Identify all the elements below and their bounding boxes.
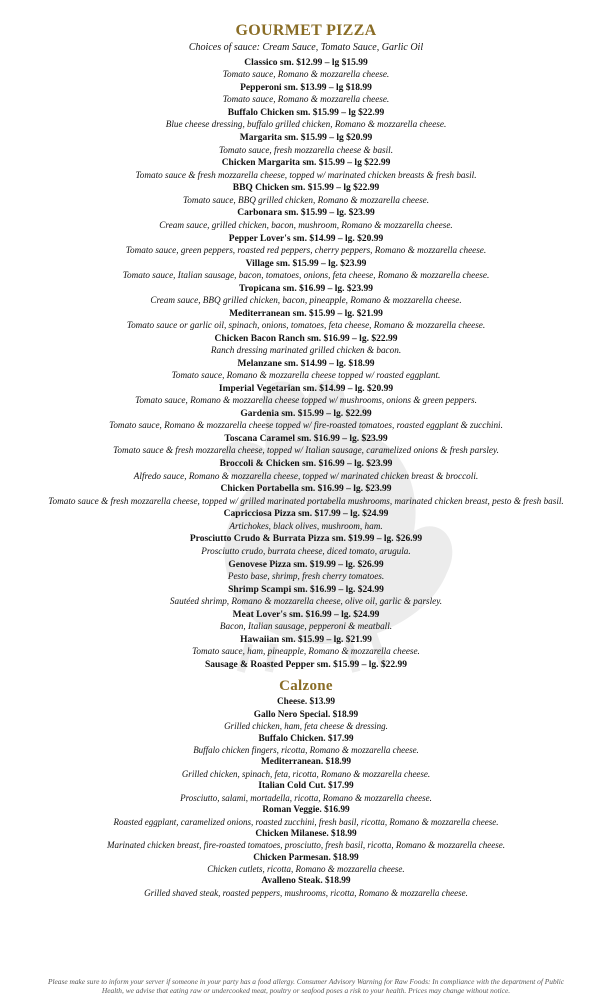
- item-title: [0, 508, 612, 520]
- item-price: sm. $14.99 – lg. $20.99: [292, 233, 384, 244]
- item-name: Chicken Parmesan.: [253, 852, 331, 863]
- item-name: Tropicana: [239, 283, 281, 294]
- menu-item: [0, 182, 612, 206]
- allergy-advisory: Please make sure to inform your server if someone in your party has a food allergy. Consumer Advisory Warning for Raw Foods: In compliance with the department of Public Health, we advise that eating raw or undercooked meat, poultry or seafood poses a risk to your health. Prices may change without notice.: [47, 977, 565, 995]
- menu-item: [0, 57, 612, 81]
- item-name: Genovese Pizza: [228, 559, 291, 570]
- item-name: Hawaiian: [240, 634, 280, 645]
- item-description: Buffalo chicken fingers, ricotta, Romano & mozzarella cheese.: [193, 745, 419, 756]
- item-price: sm. $16.99 – lg. $23.99: [301, 484, 392, 495]
- item-description: Chicken cutlets, ricotta, Romano & mozzarella cheese.: [207, 864, 405, 875]
- item-description: Sautéed shrimp, Romano & mozzarella cheese, olive oil, garlic & parsley.: [169, 595, 443, 606]
- item-description: Tomato sauce, Italian sausage, bacon, tomatoes, onions, feta cheese, Romano & mozzarella cheese.: [122, 269, 490, 280]
- menu-item: [0, 710, 612, 733]
- item-name: Broccoli & Chicken: [219, 459, 300, 470]
- item-price: $18.99: [325, 876, 351, 887]
- item-name: Avalleno Steak.: [261, 876, 323, 887]
- item-title: [0, 805, 612, 817]
- item-name: Cheese.: [276, 697, 308, 708]
- item-price: sm. $15.99 – lg. $22.99: [316, 659, 407, 670]
- item-price: sm. $15.99 – lg $20.99: [284, 133, 373, 144]
- item-price: $18.99: [331, 828, 357, 839]
- item-description: Tomato sauce & fresh mozzarella cheese, topped w/ Italian sausage, caramelized onions & fresh parsley.: [113, 445, 499, 456]
- item-description: Artichokes, black olives, mushroom, ham.: [229, 520, 383, 531]
- item-name: Chicken Margarita: [221, 158, 301, 169]
- item-price: $13.99: [309, 697, 336, 708]
- item-title: [0, 132, 612, 144]
- item-name: Margarita: [239, 133, 282, 144]
- item-name: Italian Cold Cut.: [258, 781, 326, 792]
- item-description: Ranch dressing marinated grilled chicken & bacon.: [210, 345, 402, 356]
- item-name: Capricciosa Pizza: [223, 509, 296, 520]
- item-name: Classico: [244, 58, 278, 68]
- item-description: Blue cheese dressing, buffalo grilled chicken, Romano & mozzarella cheese.: [165, 119, 447, 130]
- item-name: Pepperoni: [240, 83, 282, 94]
- sauce-choices: Choices of sauce: Cream Sauce, Tomato Sauce, Garlic Oil: [188, 42, 424, 53]
- item-title: [0, 533, 612, 545]
- item-title: [0, 829, 612, 841]
- item-name: Toscana Caramel: [224, 434, 295, 445]
- menu-item: [0, 233, 612, 257]
- item-title: [0, 697, 612, 709]
- item-title: [0, 781, 612, 793]
- menu-item: [0, 308, 612, 332]
- item-price: sm. $14.99 – lg. $18.99: [284, 358, 375, 369]
- item-title: [0, 333, 612, 345]
- item-name: BBQ Chicken: [232, 183, 289, 194]
- item-name: Buffalo Chicken.: [258, 733, 326, 744]
- item-description: Grilled shaved steak, roasted peppers, mushrooms, ricotta, Romano & mozzarella cheese.: [144, 887, 468, 898]
- menu-item: [0, 584, 612, 608]
- item-price: sm. $12.99 – lg $15.99: [279, 58, 368, 68]
- item-title: [0, 483, 612, 495]
- item-price: $17.99: [328, 781, 354, 792]
- item-description: Tomato sauce, Romano & mozzarella cheese topped w/ fire-roasted tomatoes, roasted eggplant & zucchini.: [109, 420, 503, 431]
- item-title: [0, 876, 612, 888]
- item-title: [0, 584, 612, 596]
- item-title: [0, 82, 612, 94]
- menu-item: [0, 458, 612, 482]
- menu-item: [0, 383, 612, 407]
- item-price: $17.99: [327, 733, 354, 744]
- item-price: sm. $15.99 – lg. $21.99: [292, 308, 383, 319]
- item-name: Imperial Vegetarian: [218, 384, 301, 395]
- item-name: Shrimp Scampi: [228, 584, 292, 595]
- item-title: [0, 853, 612, 865]
- item-description: Roasted eggplant, caramelized onions, roasted zucchini, fresh basil, ricotta, Romano & mozzarella cheese.: [113, 816, 499, 827]
- menu-item: [0, 634, 612, 658]
- item-title: [0, 57, 612, 69]
- item-description: Tomato sauce & fresh mozzarella cheese, topped w/ marinated chicken breasts & fresh basil.: [135, 169, 477, 180]
- item-description: Prosciutto crudo, burrata cheese, diced tomato, arugula.: [201, 545, 411, 556]
- item-price: sm. $16.99 – lg. $23.99: [302, 459, 393, 470]
- item-price: sm. $14.99 – lg. $20.99: [302, 384, 394, 395]
- menu-item: [0, 781, 612, 804]
- item-name: Mediterranean: [229, 308, 291, 319]
- item-description: Cream sauce, BBQ grilled chicken, bacon, pineapple, Romano & mozzarella cheese.: [150, 295, 462, 305]
- item-description: Tomato sauce, ham, pineapple, Romano & mozzarella cheese.: [192, 646, 420, 657]
- item-title: [0, 458, 612, 470]
- item-description: Marinated chicken breast, fire-roasted tomatoes, prosciutto, fresh basil, ricotta, Romano & mozzarella cheese.: [107, 840, 505, 851]
- item-description: Tomato sauce or garlic oil, spinach, onions, tomatoes, feta cheese, Romano & mozzarella cheese.: [126, 320, 486, 331]
- item-name: Meat Lover's: [232, 609, 287, 620]
- item-title: [0, 258, 612, 270]
- item-price: $18.99: [332, 709, 359, 720]
- item-name: Sausage & Roasted Pepper: [205, 659, 315, 670]
- item-price: sm. $15.99 – lg $22.99: [291, 183, 380, 194]
- pizza-section-title: GOURMET PIZZA: [235, 22, 377, 39]
- menu-item: [0, 659, 612, 671]
- item-price: sm. $19.99 – lg. $26.99: [331, 534, 423, 545]
- calzone-list: [0, 697, 612, 899]
- menu-item: [0, 82, 612, 106]
- item-name: Carbonara: [237, 208, 283, 219]
- item-title: [0, 734, 612, 746]
- item-price: $18.99: [325, 757, 352, 768]
- item-description: Tomato sauce, BBQ grilled chicken, Romano & mozzarella cheese.: [182, 194, 430, 205]
- item-description: Tomato sauce, fresh mozzarella cheese & basil.: [218, 144, 394, 155]
- item-description: Grilled chicken, spinach, feta, ricotta, Romano & mozzarella cheese.: [181, 768, 431, 779]
- menu-item: [0, 508, 612, 532]
- item-description: Tomato sauce & fresh mozzarella cheese, topped w/ grilled marinated portabella mushrooms, marinated chicken breast, pesto & fresh basil.: [48, 495, 564, 506]
- item-price: sm. $15.99 – lg. $22.99: [281, 409, 372, 420]
- menu-item: [0, 157, 612, 181]
- item-title: [0, 757, 612, 769]
- item-name: Gardenia: [240, 409, 279, 420]
- item-price: sm. $16.99 – lg. $23.99: [297, 434, 388, 445]
- menu-item: [0, 805, 612, 828]
- item-title: [0, 157, 612, 169]
- item-name: Chicken Milanese.: [255, 828, 329, 839]
- item-description: Pesto base, shrimp, fresh cherry tomatoes.: [227, 570, 385, 581]
- item-title: [0, 433, 612, 445]
- item-title: [0, 710, 612, 722]
- item-description: Tomato sauce, Romano & mozzarella cheese topped w/ roasted eggplant.: [171, 370, 441, 381]
- item-name: Gallo Nero Special.: [253, 709, 331, 720]
- item-price: $18.99: [333, 852, 359, 863]
- item-name: Melanzane: [237, 358, 282, 369]
- item-price: sm. $15.99 – lg. $23.99: [276, 258, 367, 269]
- item-description: Tomato sauce, green peppers, roasted red peppers, cherry peppers, Romano & mozzarella cheese.: [125, 244, 487, 255]
- menu-item: [0, 533, 612, 557]
- menu-item: [0, 333, 612, 357]
- item-description: Grilled chicken, ham, feta cheese & dressing.: [224, 721, 388, 732]
- menu-item: [0, 829, 612, 852]
- item-title: [0, 559, 612, 571]
- item-description: Prosciutto, salami, mortadella, ricotta, Romano & mozzarella cheese.: [180, 792, 432, 803]
- item-price: sm. $16.99 – lg. $23.99: [282, 283, 373, 294]
- menu-item: [0, 132, 612, 156]
- menu-item: [0, 107, 612, 131]
- item-price: sm. $19.99 – lg. $26.99: [293, 559, 384, 570]
- item-title: [0, 383, 612, 395]
- menu-item: [0, 734, 612, 757]
- item-description: Bacon, Italian sausage, pepperoni & meatball.: [219, 621, 393, 632]
- menu-item: [0, 757, 612, 780]
- item-description: Tomato sauce, Romano & mozzarella cheese.: [222, 69, 390, 80]
- item-title: [0, 207, 612, 219]
- item-name: Mediterranean.: [260, 757, 324, 768]
- item-price: sm. $13.99 – lg $18.99: [284, 83, 372, 94]
- menu-item: [0, 207, 612, 231]
- menu-item: [0, 559, 612, 583]
- menu-item: [0, 258, 612, 282]
- item-title: [0, 233, 612, 245]
- item-title: [0, 358, 612, 370]
- menu-item: [0, 283, 612, 307]
- item-name: Pepper Lover's: [228, 233, 291, 244]
- item-price: sm. $16.99 – lg. $24.99: [289, 609, 380, 620]
- item-title: [0, 283, 612, 295]
- item-price: sm. $17.99 – lg. $24.99: [298, 509, 389, 520]
- item-description: Cream sauce, grilled chicken, bacon, mushroom, Romano & mozzarella cheese.: [159, 219, 453, 230]
- item-name: Roman Veggie.: [262, 804, 322, 815]
- menu-item: [0, 609, 612, 633]
- item-price: $16.99: [324, 804, 350, 815]
- item-name: Village: [245, 258, 274, 269]
- item-description: Tomato sauce, Romano & mozzarella cheese.: [222, 94, 390, 105]
- item-description: Tomato sauce, Romano & mozzarella cheese topped w/ mushrooms, onions & green peppers.: [135, 395, 477, 406]
- item-title: [0, 609, 612, 621]
- item-name: Buffalo Chicken: [227, 108, 294, 119]
- menu-item: [0, 433, 612, 457]
- item-title: [0, 107, 612, 119]
- menu-item: [0, 483, 612, 507]
- item-price: sm. $15.99 – lg. $21.99: [281, 634, 372, 645]
- item-description: Alfredo sauce, Romano & mozzarella cheese, topped w/ marinated chicken breast & broccoli.: [133, 470, 479, 481]
- menu-item: [0, 876, 612, 899]
- item-price: sm. $16.99 – lg. $24.99: [293, 584, 384, 595]
- item-title: [0, 308, 612, 320]
- item-name: Chicken Portabella: [220, 484, 299, 495]
- menu-item: [0, 408, 612, 432]
- item-name: Chicken Bacon Ranch: [214, 333, 305, 344]
- item-price: sm. $15.99 – lg $22.99: [296, 108, 385, 119]
- pizza-list: [0, 57, 612, 671]
- calzone-section-title: Calzone: [279, 678, 333, 695]
- item-title: [0, 634, 612, 646]
- item-price: sm. $15.99 – lg. $23.99: [284, 208, 375, 219]
- menu-item: [0, 853, 612, 876]
- item-name: Prosciutto Crudo & Burrata Pizza: [189, 534, 330, 545]
- item-price: sm. $15.99 – lg $22.99: [302, 158, 391, 169]
- item-price: sm. $16.99 – lg. $22.99: [307, 333, 398, 344]
- item-title: [0, 659, 612, 671]
- item-title: [0, 182, 612, 194]
- item-title: [0, 408, 612, 420]
- menu-item: [0, 697, 612, 709]
- menu-item: [0, 358, 612, 382]
